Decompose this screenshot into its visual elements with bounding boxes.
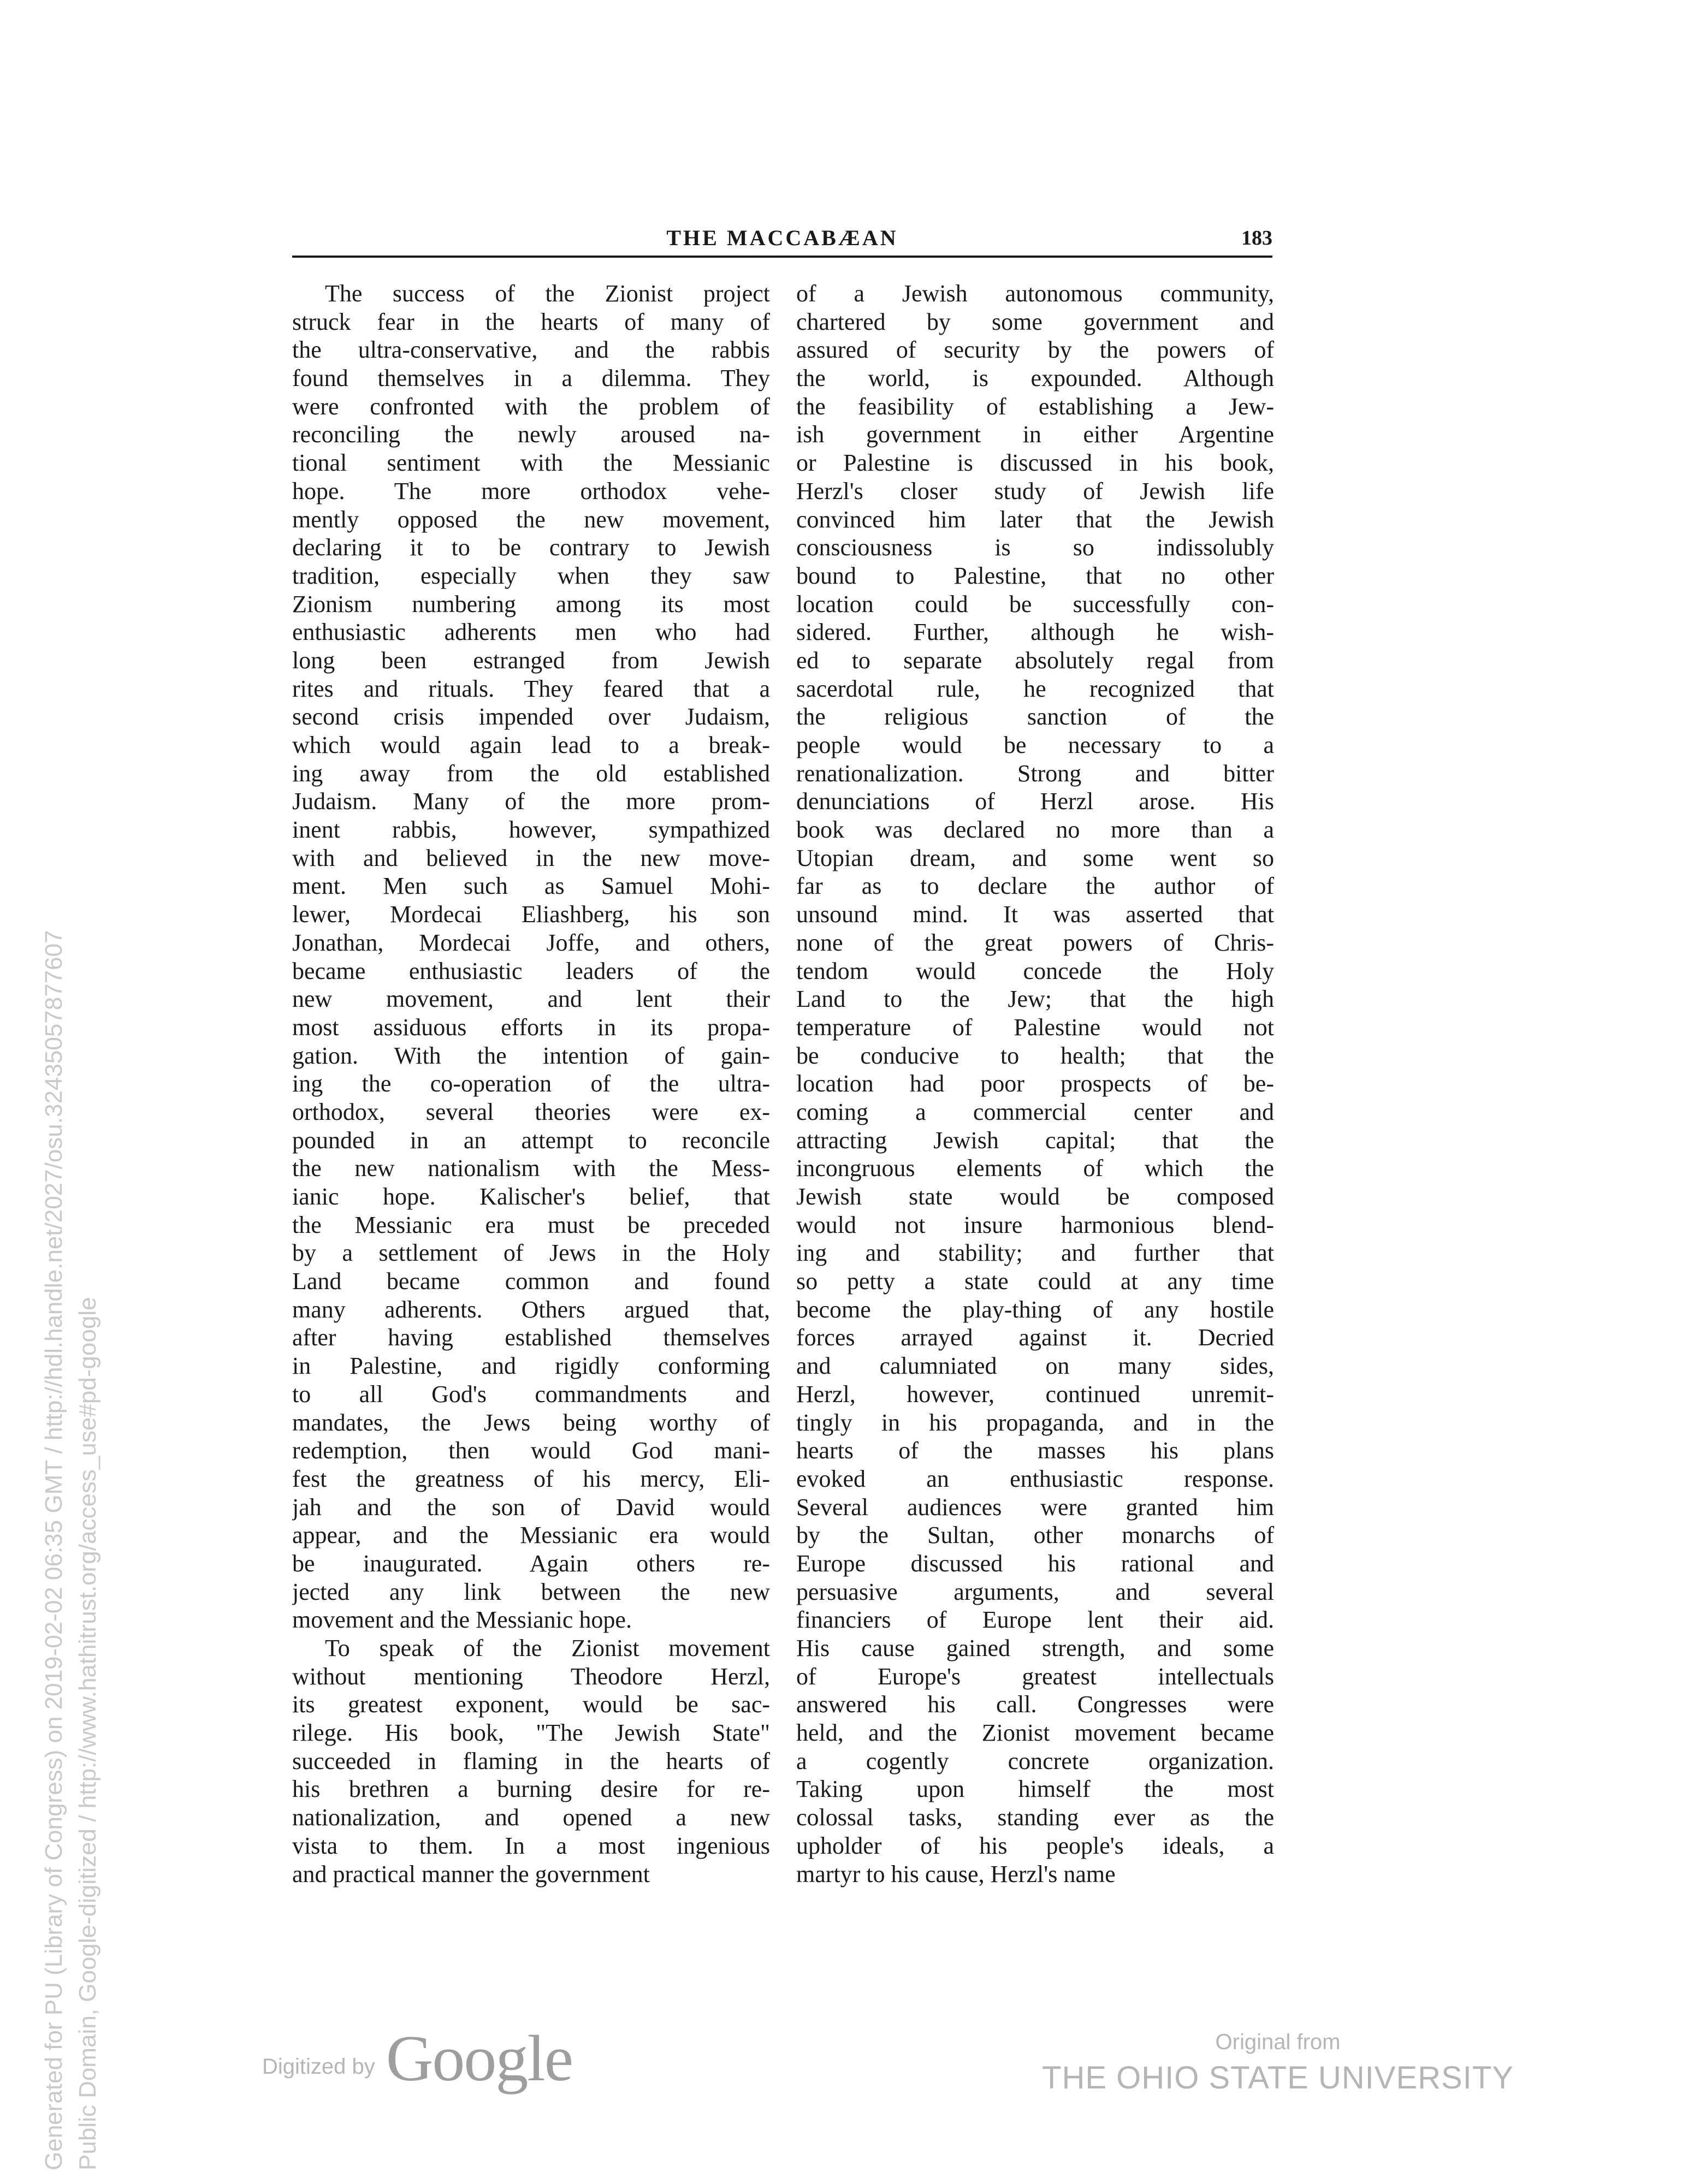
text-line: rilege. His book, "The Jewish State" — [292, 1719, 770, 1747]
text-line: renationalization. Strong and bitter — [796, 759, 1274, 787]
text-line: denunciations of Herzl arose. His — [796, 788, 1274, 815]
text-line: ing away from the old established — [292, 759, 770, 787]
text-line: after having established themselves — [292, 1324, 770, 1351]
text-line: or Palestine is discussed in his book, — [796, 449, 1274, 477]
text-line: financiers of Europe lent their aid. — [796, 1606, 1274, 1634]
left-text-column — [292, 280, 770, 1888]
digitized-by-google — [262, 2020, 572, 2097]
text-line: were confronted with the problem of — [292, 393, 770, 420]
text-line: none of the great powers of Chris- — [796, 929, 1274, 956]
text-line: the ultra-conservative, and the rabbis — [292, 336, 770, 364]
text-line: many adherents. Others argued that, — [292, 1296, 770, 1323]
text-line: ish government in either Argentine — [796, 421, 1274, 448]
text-line: long been estranged from Jewish — [292, 646, 770, 674]
text-line: incongruous elements of which the — [796, 1155, 1274, 1182]
text-line: Herzl, however, continued unremit- — [796, 1380, 1274, 1408]
text-line: Jewish state would be composed — [796, 1183, 1274, 1210]
text-line: forces arrayed against it. Decried — [796, 1324, 1274, 1351]
text-line: be inaugurated. Again others re- — [292, 1550, 770, 1577]
text-line: the world, is expounded. Although — [796, 365, 1274, 392]
page-header — [292, 224, 1272, 258]
text-line: tendom would concede the Holy — [796, 957, 1274, 984]
text-line: and practical manner the government — [292, 1860, 650, 1888]
right-text-column — [796, 280, 1274, 1888]
text-line: Herzl's closer study of Jewish life — [796, 477, 1274, 505]
text-line: Taking upon himself the most — [796, 1776, 1274, 1803]
text-line: assured of security by the powers of — [796, 336, 1274, 364]
text-line: evoked an enthusiastic response. — [796, 1465, 1274, 1492]
watermark-line-1: Generated for PU (Library of Congress) on 2019-02-02 06:35 GMT / http://hdl.handle.net/2027/osu.32435057877607 — [40, 930, 67, 2170]
text-line: by the Sultan, other monarchs of — [796, 1522, 1274, 1549]
running-title: THE MACCABÆAN — [666, 225, 898, 250]
text-line: nationalization, and opened a new — [292, 1804, 770, 1831]
text-line: mandates, the Jews being worthy of — [292, 1409, 770, 1436]
institution-name: THE OHIO STATE UNIVERSITY — [1042, 2060, 1514, 2096]
watermark-line-2: Public Domain, Google-digitized / http://www.hathitrust.org/access_use#pd-google — [74, 1297, 101, 2170]
text-line: tingly in his propaganda, and in the — [796, 1409, 1274, 1436]
text-line: of a Jewish autonomous community, — [796, 280, 1274, 307]
text-line: the religious sanction of the — [796, 703, 1274, 731]
text-line: the new nationalism with the Mess- — [292, 1155, 770, 1182]
text-line: Judaism. Many of the more prom- — [292, 788, 770, 815]
text-line: Land became common and found — [292, 1268, 770, 1295]
text-line: Europe discussed his rational and — [796, 1550, 1274, 1577]
text-line: a cogently concrete organization. — [796, 1747, 1274, 1775]
text-line: hearts of the masses his plans — [796, 1437, 1274, 1464]
text-line: became enthusiastic leaders of the — [292, 957, 770, 984]
text-line: be conducive to health; that the — [796, 1042, 1274, 1069]
text-line: tional sentiment with the Messianic — [292, 449, 770, 477]
text-line: which would again lead to a break- — [292, 732, 770, 758]
text-line: ed to separate absolutely regal from — [796, 646, 1274, 674]
text-line: become the play-thing of any hostile — [796, 1296, 1274, 1323]
text-line: convinced him later that the Jewish — [796, 506, 1274, 533]
text-line: pounded in an attempt to reconcile — [292, 1126, 770, 1154]
text-line: Zionism numbering among its most — [292, 590, 770, 618]
text-line: answered his call. Congresses were — [796, 1691, 1274, 1718]
text-line: so petty a state could at any time — [796, 1268, 1274, 1295]
text-line: ing and stability; and further that — [796, 1239, 1274, 1267]
text-line: jah and the son of David would — [292, 1493, 770, 1521]
text-line: new movement, and lent their — [292, 986, 770, 1013]
text-line: would not insure harmonious blend- — [796, 1211, 1274, 1238]
text-line: sacerdotal rule, he recognized that — [796, 675, 1274, 702]
text-line: to all God's commandments and — [292, 1380, 770, 1408]
text-line: gation. With the intention of gain- — [292, 1042, 770, 1069]
hathitrust-watermark — [37, 833, 105, 2170]
text-line: declaring it to be contrary to Jewish — [292, 534, 770, 561]
text-line: His cause gained strength, and some — [796, 1635, 1274, 1661]
text-line: most assiduous efforts in its propa- — [292, 1013, 770, 1041]
text-line: reconciling the newly aroused na- — [292, 421, 770, 448]
text-line: redemption, then would God mani- — [292, 1437, 770, 1464]
text-line: jected any link between the new — [292, 1578, 770, 1605]
text-line: orthodox, several theories were ex- — [292, 1098, 770, 1125]
text-line: The success of the Zionist project — [325, 280, 770, 307]
text-line: ing the co-operation of the ultra- — [292, 1070, 770, 1097]
text-line: consciousness is so indissolubly — [796, 534, 1274, 561]
google-logo: Google — [386, 2022, 573, 2094]
text-line: colossal tasks, standing ever as the — [796, 1804, 1274, 1831]
text-line: mently opposed the new movement, — [292, 506, 770, 533]
text-line: location could be successfully con- — [796, 590, 1274, 618]
text-line: inent rabbis, however, sympathized — [292, 816, 770, 844]
text-line: and calumniated on many sides, — [796, 1352, 1274, 1380]
text-line: tradition, especially when they saw — [292, 562, 770, 589]
text-line: ment. Men such as Samuel Mohi- — [292, 873, 770, 900]
text-line: struck fear in the hearts of many of — [292, 308, 770, 335]
text-line: location had poor prospects of be- — [796, 1070, 1274, 1097]
text-line: people would be necessary to a — [796, 732, 1274, 758]
text-line: temperature of Palestine would not — [796, 1013, 1274, 1041]
text-line: hope. The more orthodox vehe- — [292, 477, 770, 505]
original-from-label: Original from — [1215, 2030, 1341, 2054]
text-line: far as to declare the author of — [796, 873, 1274, 900]
text-line: Land to the Jew; that the high — [796, 986, 1274, 1013]
text-line: found themselves in a dilemma. They — [292, 365, 770, 392]
text-line: persuasive arguments, and several — [796, 1578, 1274, 1605]
text-line: vista to them. In a most ingenious — [292, 1832, 770, 1859]
text-line: succeeded in flaming in the hearts of — [292, 1747, 770, 1775]
text-line: sidered. Further, although he wish- — [796, 619, 1274, 646]
text-line: bound to Palestine, that no other — [796, 562, 1274, 589]
text-line: fest the greatness of his mercy, Eli- — [292, 1465, 770, 1492]
text-line: held, and the Zionist movement became — [796, 1719, 1274, 1747]
text-line: lewer, Mordecai Eliashberg, his son — [292, 901, 770, 928]
text-line: upholder of his people's ideals, a — [796, 1832, 1274, 1859]
text-line: without mentioning Theodore Herzl, — [292, 1663, 770, 1690]
text-line: To speak of the Zionist movement — [325, 1635, 770, 1661]
text-line: in Palestine, and rigidly conforming — [292, 1352, 770, 1380]
page-number: 183 — [1241, 227, 1272, 250]
text-line: by a settlement of Jews in the Holy — [292, 1239, 770, 1267]
text-line: enthusiastic adherents men who had — [292, 619, 770, 646]
text-line: its greatest exponent, would be sac- — [292, 1691, 770, 1718]
text-line: of Europe's greatest intellectuals — [796, 1663, 1274, 1690]
text-line: coming a commercial center and — [796, 1098, 1274, 1125]
text-line: book was declared no more than a — [796, 816, 1274, 844]
text-line: appear, and the Messianic era would — [292, 1522, 770, 1549]
text-line: Jonathan, Mordecai Joffe, and others, — [292, 929, 770, 956]
original-source — [1038, 2027, 1518, 2099]
text-line: rites and rituals. They feared that a — [292, 675, 770, 702]
text-line: attracting Jewish capital; that the — [796, 1126, 1274, 1154]
text-line: chartered by some government and — [796, 308, 1274, 335]
text-line: the Messianic era must be preceded — [292, 1211, 770, 1238]
text-line: movement and the Messianic hope. — [292, 1606, 632, 1634]
text-line: the feasibility of establishing a Jew- — [796, 393, 1274, 420]
text-line: Utopian dream, and some went so — [796, 844, 1274, 871]
text-line: his brethren a burning desire for re- — [292, 1776, 770, 1803]
text-line: with and believed in the new move- — [292, 844, 770, 871]
text-line: martyr to his cause, Herzl's name — [796, 1860, 1116, 1888]
digitized-by-label: Digitized by — [262, 2054, 375, 2079]
text-line: ianic hope. Kalischer's belief, that — [292, 1183, 770, 1210]
text-line: Several audiences were granted him — [796, 1493, 1274, 1521]
text-line: unsound mind. It was asserted that — [796, 901, 1274, 928]
text-line: second crisis impended over Judaism, — [292, 703, 770, 731]
